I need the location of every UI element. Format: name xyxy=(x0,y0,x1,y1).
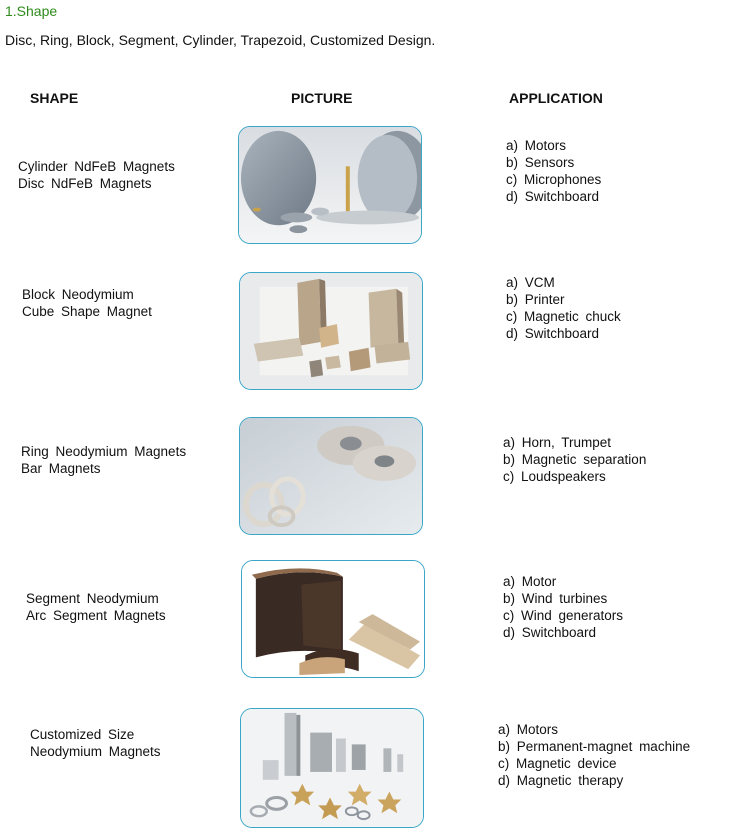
shape-name-customized xyxy=(30,726,161,760)
application-item: a) Motor xyxy=(503,574,557,589)
application-item: b) Sensors xyxy=(506,155,575,170)
applications-list xyxy=(506,274,621,342)
section-title: 1.Shape xyxy=(5,3,58,19)
application-item: a) Horn, Trumpet xyxy=(503,435,612,450)
shape-name-line: Segment Neodymium xyxy=(26,591,159,606)
shape-name-line: Cube Shape Magnet xyxy=(22,304,152,319)
shape-name-line: Block Neodymium xyxy=(22,287,134,302)
shape-name-line: Customized Size xyxy=(30,727,135,742)
application-item: c) Loudspeakers xyxy=(503,469,606,484)
cylinder-disc-magnets-photo xyxy=(238,126,422,244)
shape-name-line: Neodymium Magnets xyxy=(30,744,161,759)
shape-name-segment-arc xyxy=(26,590,166,624)
applications-list xyxy=(503,573,623,641)
applications-list xyxy=(498,721,690,789)
shape-name-line: Cylinder NdFeB Magnets xyxy=(18,159,175,174)
application-item: a) Motors xyxy=(506,138,567,153)
shape-intro-text: Disc, Ring, Block, Segment, Cylinder, Trapezoid, Customized Design. xyxy=(5,32,436,48)
application-item: c) Magnetic chuck xyxy=(506,309,621,324)
application-item: c) Magnetic device xyxy=(498,756,617,771)
block-cube-magnets-photo xyxy=(239,272,423,390)
shape-name-ring xyxy=(21,443,186,477)
application-item: d) Switchboard xyxy=(506,189,600,204)
application-item: a) VCM xyxy=(506,275,555,290)
application-item: d) Magnetic therapy xyxy=(498,773,624,788)
header-application: APPLICATION xyxy=(509,90,603,106)
shape-name-line: Bar Magnets xyxy=(21,461,101,476)
ring-magnets-photo xyxy=(239,417,423,535)
header-picture: PICTURE xyxy=(291,90,353,106)
application-item: b) Magnetic separation xyxy=(503,452,647,467)
application-item: c) Wind generators xyxy=(503,608,624,623)
header-shape: SHAPE xyxy=(30,90,79,106)
applications-list xyxy=(503,434,646,485)
shape-name-line: Ring Neodymium Magnets xyxy=(21,444,187,459)
application-item: a) Motors xyxy=(498,722,559,737)
arc-segment-magnets-photo xyxy=(241,560,425,678)
application-item: b) Permanent-magnet machine xyxy=(498,739,691,754)
application-item: d) Switchboard xyxy=(506,326,600,341)
shape-name-block-cube xyxy=(22,286,152,320)
customized-magnets-photo xyxy=(240,708,424,828)
shape-name-line: Arc Segment Magnets xyxy=(26,608,166,623)
applications-list xyxy=(506,137,601,205)
application-item: b) Printer xyxy=(506,292,565,307)
application-item: d) Switchboard xyxy=(503,625,597,640)
shape-name-cylinder-disc xyxy=(18,158,175,192)
shape-name-line: Disc NdFeB Magnets xyxy=(18,176,152,191)
application-item: c) Microphones xyxy=(506,172,602,187)
application-item: b) Wind turbines xyxy=(503,591,608,606)
